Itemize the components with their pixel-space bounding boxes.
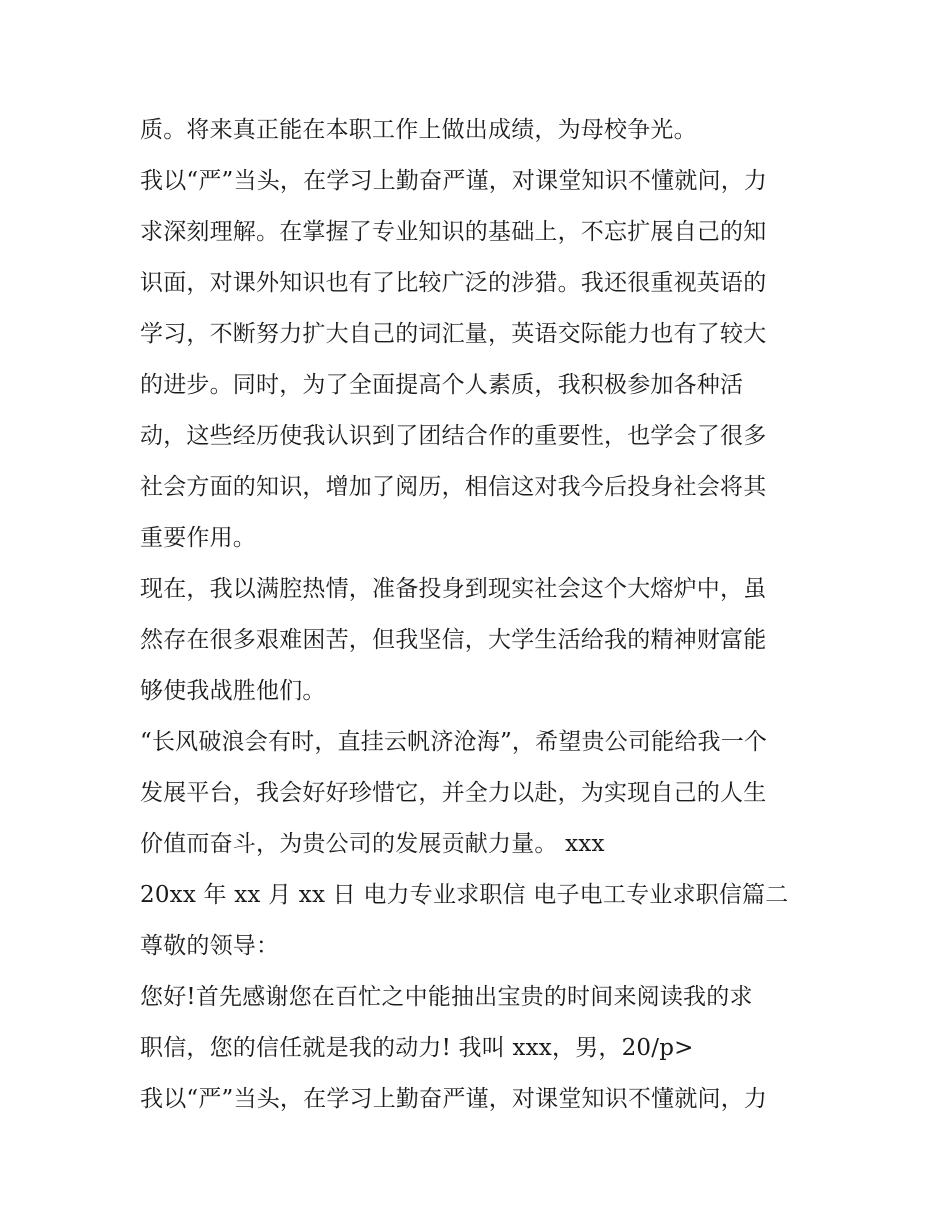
text-line-18: 您好!首先感谢您在百忙之中能抽出宝贵的时间来阅读我的求 xyxy=(140,984,753,1010)
text-line-12: 够使我战胜他们。 xyxy=(140,678,326,704)
text-line-2: 我以“严”当头，在学习上勤奋严谨，对课堂知识不懂就问，力 xyxy=(140,168,768,194)
text-line-16: 20xx 年 xx 月 xx 日 电力专业求职信 电子电工专业求职信篇二 xyxy=(140,882,789,908)
text-line-15: 价值而奋斗，为贵公司的发展贡献力量。 xxx xyxy=(140,831,605,857)
text-line-20: 我以“严”当头，在学习上勤奋严谨，对课堂知识不懂就问，力 xyxy=(140,1086,768,1112)
text-line-1: 质。将来真正能在本职工作上做出成绩，为母校争光。 xyxy=(140,117,697,143)
text-line-4: 识面，对课外知识也有了比较广泛的涉猎。我还很重视英语的 xyxy=(140,270,767,296)
text-line-5: 学习，不断努力扩大自己的词汇量，英语交际能力也有了较大 xyxy=(140,321,767,347)
text-line-19: 职信，您的信任就是我的动力! 我叫 xxx，男，20/p> xyxy=(140,1035,694,1061)
document-body xyxy=(140,107,820,1127)
text-line-9: 重要作用。 xyxy=(140,525,256,551)
text-line-10: 现在，我以满腔热情，准备投身到现实社会这个大熔炉中，虽 xyxy=(140,576,767,602)
text-line-6: 的进步。同时，为了全面提高个人素质，我积极参加各种活 xyxy=(140,372,744,398)
text-line-11: 然存在很多艰难困苦，但我坚信，大学生活给我的精神财富能 xyxy=(140,627,767,653)
text-line-8: 社会方面的知识，增加了阅历，相信这对我今后投身社会将其 xyxy=(140,474,767,500)
text-line-7: 动，这些经历使我认识到了团结合作的重要性，也学会了很多 xyxy=(140,423,767,449)
text-line-13: “长风破浪会有时，直挂云帆济沧海”，希望贵公司能给我一个 xyxy=(140,729,768,755)
text-line-14: 发展平台，我会好好珍惜它，并全力以赴，为实现自己的人生 xyxy=(140,780,767,806)
text-line-3: 求深刻理解。在掌握了专业知识的基础上，不忘扩展自己的知 xyxy=(140,219,767,245)
text-line-17: 尊敬的领导： xyxy=(140,933,280,959)
